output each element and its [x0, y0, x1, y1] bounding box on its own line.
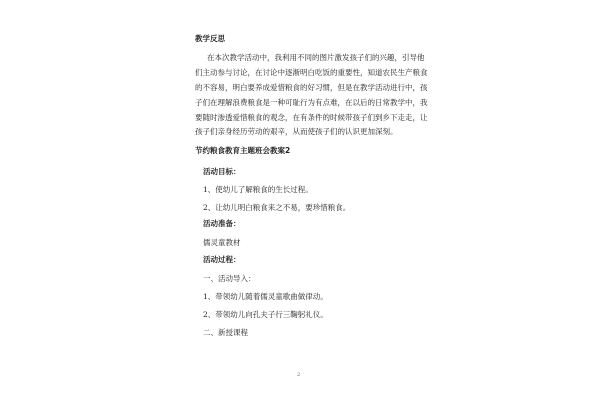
step-new: 二、新授课程 — [203, 328, 248, 337]
process-heading: 活动过程： — [203, 255, 241, 264]
reflection-line: 要随时渗透爱惜粮食的观念，在有条件的时候带孩子们到乡下走走，让 — [195, 113, 428, 122]
section-title: 教学反思 — [195, 34, 225, 43]
prep-heading: 活动准备： — [203, 219, 241, 228]
prep-item: 儒灵童教材 — [203, 238, 241, 247]
reflection-line: 子们在理解浪费粮食是一种可耻行为有点难，在以后的日常教学中，我 — [195, 98, 428, 107]
reflection-line: 的不容易，明白要养成爱惜粮食的好习惯，但是在教学活动进行中，孩 — [195, 83, 428, 92]
intro-item: 1、带领幼儿随着儒灵童歌曲做律动。 — [203, 292, 328, 301]
reflection-line: 孩子们亲身经历劳动的艰辛，从而使孩子们的认识更加深刻。 — [195, 127, 398, 136]
reflection-line: 在本次教学活动中，我利用不同的图片激发孩子们的兴趣，引导他 — [207, 53, 425, 62]
goal-item: 2、让幼儿明白粮食来之不易，要珍惜粮食。 — [203, 203, 351, 212]
goal-item: 1、使幼儿了解粮食的生长过程。 — [203, 185, 313, 194]
intro-item: 2、带领幼儿向孔夫子行三鞠躬礼仪。 — [203, 310, 328, 319]
goals-heading: 活动目标： — [203, 167, 241, 176]
reflection-line: 们主动参与讨论，在讨论中逐渐明白吃饭的重要性，知道农民生产粮食 — [195, 68, 428, 77]
step-intro: 一、活动导入： — [203, 274, 256, 283]
plan-title: 节约粮食教育主题班会教案2 — [195, 146, 291, 155]
page-number: 2 — [297, 372, 301, 378]
